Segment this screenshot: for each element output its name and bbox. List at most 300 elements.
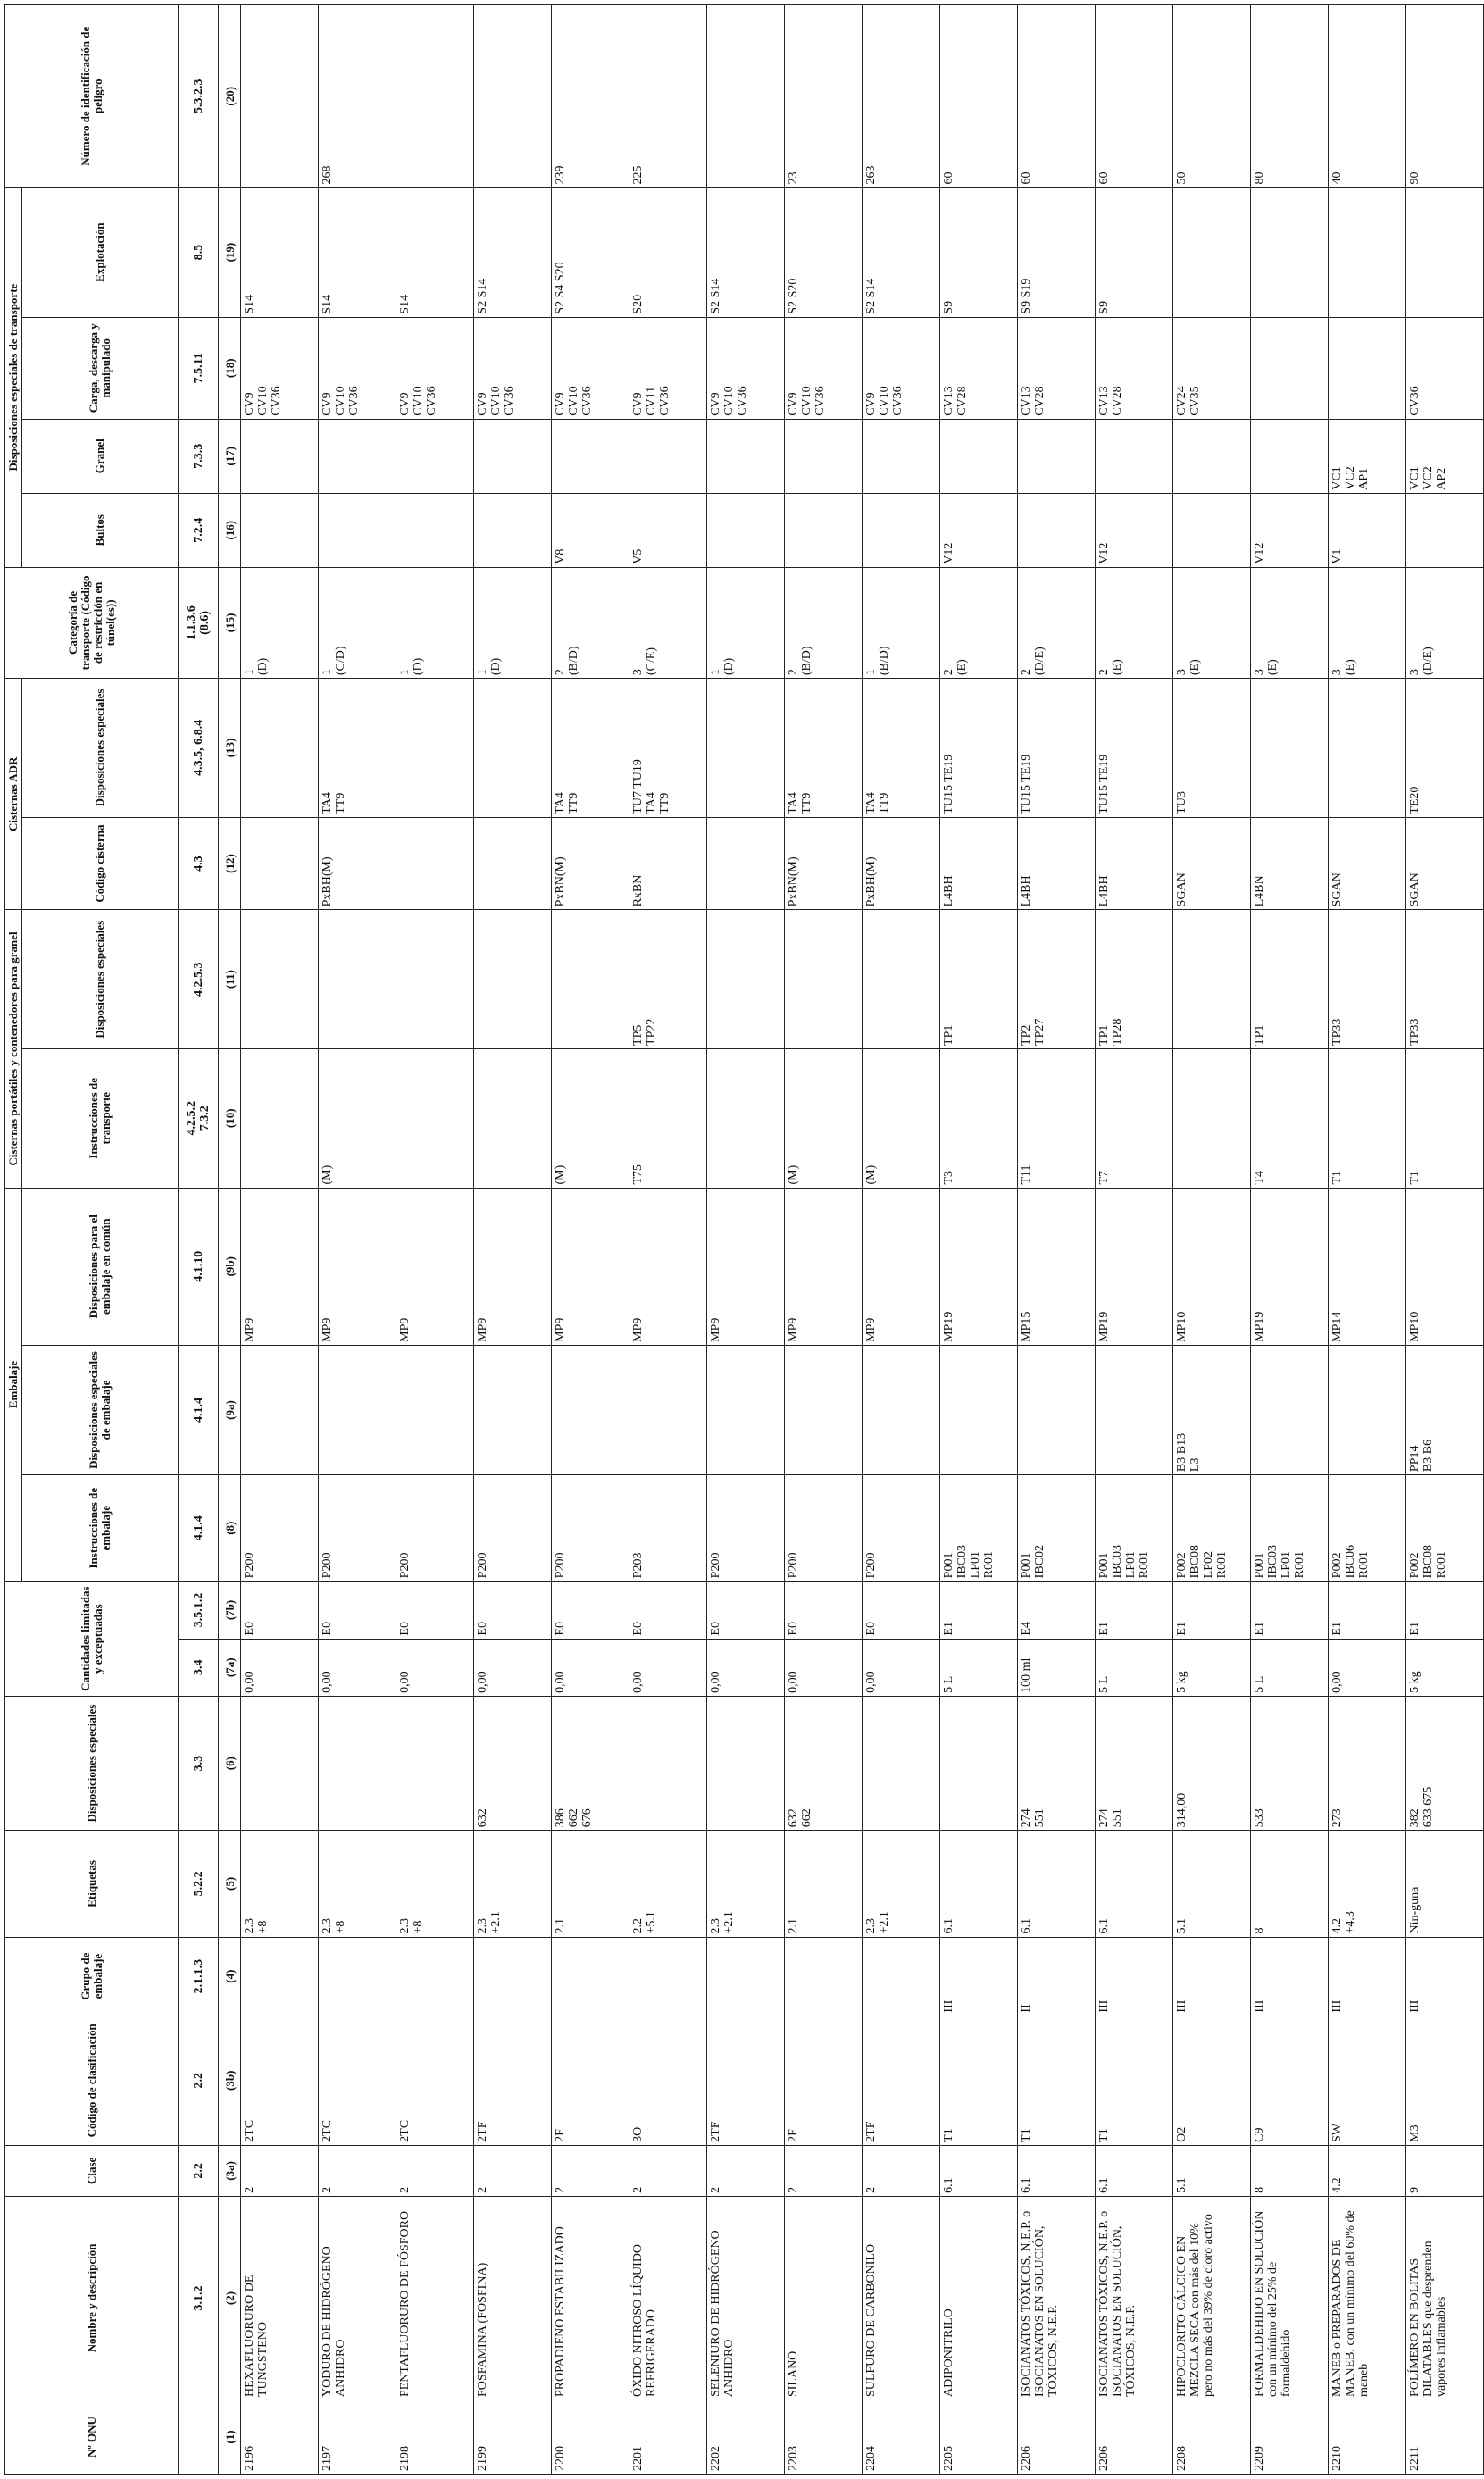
cell-ti: T75 xyxy=(629,1048,707,1188)
cell-s xyxy=(1173,188,1251,317)
cell-tsp: TP1 xyxy=(1251,910,1329,1049)
cell-cls: 6.1 xyxy=(1018,2145,1096,2196)
cell-cat: 1 (D) xyxy=(474,567,552,678)
header-labels: Etiquetas xyxy=(5,1831,179,1937)
cell-lab: 2.3 +8 xyxy=(241,1831,319,1937)
cell-eq: E1 xyxy=(1329,1582,1406,1639)
cell-sp xyxy=(319,1696,396,1830)
cell-un: 2206 xyxy=(1018,2400,1096,2475)
cell-eq: E0 xyxy=(396,1582,474,1639)
cell-hin: 50 xyxy=(1173,5,1251,188)
cell-pg xyxy=(863,1937,940,2016)
cell-b xyxy=(1018,493,1096,567)
cell-cv: CV9 CV10 CV36 xyxy=(707,317,785,419)
cell-lq: 0,00 xyxy=(785,1639,863,1696)
column-number-row-cell: (18) xyxy=(219,317,241,419)
cell-tc xyxy=(474,817,552,910)
cell-b xyxy=(785,493,863,567)
cell-spp: PP14 B3 B6 xyxy=(1406,1345,1484,1474)
cell-cls: 6.1 xyxy=(1096,2145,1173,2196)
cell-b xyxy=(474,493,552,567)
cell-sp xyxy=(707,1696,785,1830)
cell-tsp xyxy=(863,910,940,1049)
cell-b xyxy=(707,493,785,567)
cell-un: 2201 xyxy=(629,2400,707,2475)
reference-row-cell: 4.2.5.3 xyxy=(179,910,219,1049)
cell-tsp: TP33 xyxy=(1406,910,1484,1049)
cell-tsp2: TA4 TT9 xyxy=(863,679,940,818)
reference-row-cell: 5.2.2 xyxy=(179,1831,219,1937)
cell-eq: E1 xyxy=(1096,1582,1173,1639)
cell-g xyxy=(863,419,940,493)
cell-ti: T1 xyxy=(1406,1048,1484,1188)
cell-eq: E0 xyxy=(241,1582,319,1639)
cell-cv: CV9 CV10 CV36 xyxy=(396,317,474,419)
cell-spp xyxy=(241,1345,319,1474)
header-special-transport: Disposiciones especiales de transporte xyxy=(5,188,22,567)
cell-tc xyxy=(707,817,785,910)
cell-tsp2: TU15 TE19 xyxy=(940,679,1018,818)
cell-g xyxy=(1018,419,1096,493)
cell-b xyxy=(396,493,474,567)
column-number-row-cell: (4) xyxy=(219,1937,241,2016)
cell-ti: (M) xyxy=(785,1048,863,1188)
cell-ti: T3 xyxy=(940,1048,1018,1188)
header-limited-quantities: Cantidades limitadas y exceptuadas xyxy=(5,1582,179,1697)
cell-pi: P203 xyxy=(629,1475,707,1582)
cell-lq: 0,00 xyxy=(552,1639,629,1696)
header-portable-tanks: Cisternas portátiles y contenedores para granel xyxy=(5,910,22,1188)
cell-s xyxy=(1406,188,1484,317)
cell-g xyxy=(1096,419,1173,493)
cell-pg xyxy=(785,1937,863,2016)
cell-g xyxy=(396,419,474,493)
cell-hin: 263 xyxy=(863,5,940,188)
table-body xyxy=(179,5,1484,2475)
cell-mix: MP9 xyxy=(396,1188,474,1345)
cell-sp xyxy=(241,1696,319,1830)
column-number-row-cell: (13) xyxy=(219,679,241,818)
table-row xyxy=(785,5,863,2475)
cell-pi: P200 xyxy=(552,1475,629,1582)
cell-tc: RxBN xyxy=(629,817,707,910)
cell-hin: 23 xyxy=(785,5,863,188)
cell-pi: P002 IBC06 R001 xyxy=(1329,1475,1406,1582)
cell-eq: E4 xyxy=(1018,1582,1096,1639)
reference-row-cell: 2.2 xyxy=(179,2016,219,2145)
cell-lab: 2.1 xyxy=(552,1831,629,1937)
cell-eq: E1 xyxy=(1173,1582,1251,1639)
cell-cat: 1 (D) xyxy=(241,567,319,678)
cell-name: POLÍMERO EN BOLITAS DILATABLES que desprenden vapores inflamables xyxy=(1406,2196,1484,2400)
cell-g xyxy=(785,419,863,493)
cell-tc: PxBN(M) xyxy=(552,817,629,910)
column-number-row-cell: (16) xyxy=(219,493,241,567)
cell-cv: CV36 xyxy=(1406,317,1484,419)
cell-cat: 3 (E) xyxy=(1251,567,1329,678)
cell-cv: CV9 CV11 CV36 xyxy=(629,317,707,419)
cell-ti: (M) xyxy=(863,1048,940,1188)
cell-mix: MP9 xyxy=(863,1188,940,1345)
cell-g xyxy=(319,419,396,493)
table-row xyxy=(319,5,396,2475)
cell-sp xyxy=(396,1696,474,1830)
cell-pi: P200 xyxy=(319,1475,396,1582)
header-operation: Explotación xyxy=(22,188,179,317)
header-tank-special: Disposiciones especiales xyxy=(22,910,179,1049)
cell-tc: PxBN(M) xyxy=(785,817,863,910)
cell-sp: 632 xyxy=(474,1696,552,1830)
cell-mix: MP9 xyxy=(319,1188,396,1345)
cell-name: ISOCIANATOS TÓXICOS, N.E.P. o ISOCIANATOS EN SOLUCIÓN, TÓXICOS, N.E.P. xyxy=(1018,2196,1096,2400)
cell-spp xyxy=(474,1345,552,1474)
cell-cat: 2 (E) xyxy=(1096,567,1173,678)
cell-pi: P200 xyxy=(474,1475,552,1582)
cell-cls: 2 xyxy=(785,2145,863,2196)
cell-name: ÓXIDO NITROSO LÍQUIDO REFRIGERADO xyxy=(629,2196,707,2400)
cell-mix: MP10 xyxy=(1406,1188,1484,1345)
reference-row-cell: 4.3.5, 6.8.4 xyxy=(179,679,219,818)
cell-hin: 268 xyxy=(319,5,396,188)
cell-lab: 2.3 +8 xyxy=(319,1831,396,1937)
table-row xyxy=(1096,5,1173,2475)
cell-code: 2F xyxy=(552,2016,629,2145)
cell-tsp2 xyxy=(1329,679,1406,818)
cell-hin: 60 xyxy=(940,5,1018,188)
cell-tc xyxy=(241,817,319,910)
cell-lq: 0,00 xyxy=(863,1639,940,1696)
cell-tsp2 xyxy=(241,679,319,818)
cell-sp xyxy=(940,1696,1018,1830)
cell-spp xyxy=(1018,1345,1096,1474)
header-tank-code: Código cisterna xyxy=(22,817,179,910)
cell-pi: P200 xyxy=(241,1475,319,1582)
cell-lq: 5 L xyxy=(940,1639,1018,1696)
column-number-row-cell: (3a) xyxy=(219,2145,241,2196)
cell-code: T1 xyxy=(940,2016,1018,2145)
cell-tsp xyxy=(552,910,629,1049)
table-row xyxy=(940,5,1018,2475)
column-number-row-cell: (7b) xyxy=(219,1582,241,1639)
cell-sp: 314,00 xyxy=(1173,1696,1251,1830)
header-adr-special: Disposiciones especiales xyxy=(22,679,179,818)
cell-un: 2209 xyxy=(1251,2400,1329,2475)
cell-g xyxy=(940,419,1018,493)
cell-s: S2 S14 xyxy=(863,188,940,317)
cell-s: S20 xyxy=(629,188,707,317)
reference-row-cell: 4.1.4 xyxy=(179,1345,219,1474)
table-row xyxy=(1406,5,1484,2475)
cell-tsp2 xyxy=(474,679,552,818)
cell-ti xyxy=(474,1048,552,1188)
cell-eq: E0 xyxy=(552,1582,629,1639)
reference-row-cell: 2.2 xyxy=(179,2145,219,2196)
cell-mix: MP9 xyxy=(552,1188,629,1345)
header-packing-group: Grupo de embalaje xyxy=(5,1937,179,2016)
cell-mix: MP14 xyxy=(1329,1188,1406,1345)
cell-s: S14 xyxy=(241,188,319,317)
cell-name: PROPADIENO ESTABILIZADO xyxy=(552,2196,629,2400)
cell-lq: 0,00 xyxy=(396,1639,474,1696)
cell-code: C9 xyxy=(1251,2016,1329,2145)
column-number-row-cell: (9a) xyxy=(219,1345,241,1474)
cell-tc: L4BH xyxy=(940,817,1018,910)
reference-row-cell: 5.3.2.3 xyxy=(179,5,219,188)
cell-cat: 1 (B/D) xyxy=(863,567,940,678)
cell-cat: 3 (C/E) xyxy=(629,567,707,678)
cell-pi: P200 xyxy=(785,1475,863,1582)
cell-lab: 2.3 +2.1 xyxy=(863,1831,940,1937)
cell-ti: T4 xyxy=(1251,1048,1329,1188)
cell-cv: CV13 CV28 xyxy=(940,317,1018,419)
table-row xyxy=(474,5,552,2475)
cell-eq: E0 xyxy=(863,1582,940,1639)
cell-s: S9 xyxy=(940,188,1018,317)
header-special-provisions: Disposiciones especiales xyxy=(5,1696,179,1830)
cell-s: S9 xyxy=(1096,188,1173,317)
reference-row-cell: 4.1.10 xyxy=(179,1188,219,1345)
cell-cls: 2 xyxy=(396,2145,474,2196)
cell-hin: 60 xyxy=(1018,5,1096,188)
cell-un: 2198 xyxy=(396,2400,474,2475)
cell-b: V12 xyxy=(1251,493,1329,567)
cell-cls: 2 xyxy=(474,2145,552,2196)
column-number-row-cell: (20) xyxy=(219,5,241,188)
cell-tc: L4BH xyxy=(1018,817,1096,910)
cell-tsp2: TU15 TE19 xyxy=(1096,679,1173,818)
cell-mix: MP9 xyxy=(707,1188,785,1345)
cell-tc: PxBH(M) xyxy=(319,817,396,910)
cell-mix: MP19 xyxy=(1251,1188,1329,1345)
cell-name: FOSFAMINA (FOSFINA) xyxy=(474,2196,552,2400)
cell-un: 2210 xyxy=(1329,2400,1406,2475)
cell-s: S14 xyxy=(396,188,474,317)
cell-cls: 2 xyxy=(707,2145,785,2196)
reference-row-cell: 3.1.2 xyxy=(179,2196,219,2400)
cell-spp xyxy=(552,1345,629,1474)
cell-lab: 6.1 xyxy=(1018,1831,1096,1937)
cell-cat: 2 (B/D) xyxy=(552,567,629,678)
cell-cls: 2 xyxy=(241,2145,319,2196)
reference-row-cell: 7.2.4 xyxy=(179,493,219,567)
cell-sp xyxy=(629,1696,707,1830)
cell-tsp2: TU7 TU19 TA4 TT9 xyxy=(629,679,707,818)
cell-tc xyxy=(396,817,474,910)
cell-sp: 274 551 xyxy=(1096,1696,1173,1830)
cell-tsp xyxy=(785,910,863,1049)
cell-cls: 2 xyxy=(863,2145,940,2196)
cell-spp xyxy=(707,1345,785,1474)
cell-lq: 5 L xyxy=(1096,1639,1173,1696)
cell-mix: MP15 xyxy=(1018,1188,1096,1345)
column-number-row-cell: (7a) xyxy=(219,1639,241,1696)
cell-pg: III xyxy=(1329,1937,1406,2016)
cell-tsp xyxy=(474,910,552,1049)
cell-cv: CV9 CV10 CV36 xyxy=(552,317,629,419)
cell-code: O2 xyxy=(1173,2016,1251,2145)
cell-lq: 5 kg xyxy=(1173,1639,1251,1696)
header-un-no: Nº ONU xyxy=(5,2400,179,2475)
cell-lq: 0,00 xyxy=(629,1639,707,1696)
cell-s xyxy=(1329,188,1406,317)
column-number-row-cell: (10) xyxy=(219,1048,241,1188)
header-classification-code: Código de clasificación xyxy=(5,2016,179,2145)
cell-cat: 2 (D/E) xyxy=(1018,567,1096,678)
reference-row-cell: 4.1.4 xyxy=(179,1475,219,1582)
cell-un: 2208 xyxy=(1173,2400,1251,2475)
cell-tsp xyxy=(241,910,319,1049)
cell-cls: 5.1 xyxy=(1173,2145,1251,2196)
cell-cv: CV9 CV10 CV36 xyxy=(474,317,552,419)
cell-cls: 2 xyxy=(319,2145,396,2196)
cell-code: 2TC xyxy=(396,2016,474,2145)
cell-spp xyxy=(1251,1345,1329,1474)
cell-lab: Nin-guna xyxy=(1406,1831,1484,1937)
table-row xyxy=(629,5,707,2475)
cell-mix: MP10 xyxy=(1173,1188,1251,1345)
cell-spp xyxy=(1096,1345,1173,1474)
table-row xyxy=(863,5,940,2475)
cell-tsp2: TE20 xyxy=(1406,679,1484,818)
reference-row-cell: 7.5.11 xyxy=(179,317,219,419)
cell-pi: P200 xyxy=(396,1475,474,1582)
cell-cls: 6.1 xyxy=(940,2145,1018,2196)
cell-g xyxy=(629,419,707,493)
column-number-row-cell: (8) xyxy=(219,1475,241,1582)
cell-tsp: TP2 TP27 xyxy=(1018,910,1096,1049)
table-row xyxy=(552,5,629,2475)
cell-mix: MP19 xyxy=(940,1188,1018,1345)
column-number-row-cell: (6) xyxy=(219,1696,241,1830)
cell-ti xyxy=(707,1048,785,1188)
cell-hin: 80 xyxy=(1251,5,1329,188)
table-row xyxy=(1251,5,1329,2475)
cell-lab: 2.3 +2.1 xyxy=(474,1831,552,1937)
cell-code: 3O xyxy=(629,2016,707,2145)
cell-g: VC1 VC2 AP2 xyxy=(1406,419,1484,493)
cell-ti: (M) xyxy=(552,1048,629,1188)
header-special-packing: Disposiciones especiales de embalaje xyxy=(22,1345,179,1474)
cell-s: S2 S14 xyxy=(707,188,785,317)
cell-code: M3 xyxy=(1406,2016,1484,2145)
cell-cls: 2 xyxy=(552,2145,629,2196)
cell-pg: III xyxy=(1173,1937,1251,2016)
cell-eq: E1 xyxy=(1406,1582,1484,1639)
cell-name: MANEB o PREPARADOS DE MANEB, con un mínimo del 60% de maneb xyxy=(1329,2196,1406,2400)
reference-row-cell: 8.5 xyxy=(179,188,219,317)
cell-ti: T11 xyxy=(1018,1048,1096,1188)
cell-tc: L4BH xyxy=(1096,817,1173,910)
cell-code: SW xyxy=(1329,2016,1406,2145)
cell-pg: III xyxy=(1251,1937,1329,2016)
cell-lq: 5 L xyxy=(1251,1639,1329,1696)
cell-sp: 632 662 xyxy=(785,1696,863,1830)
cell-eq: E1 xyxy=(1251,1582,1329,1639)
cell-b xyxy=(863,493,940,567)
cell-un: 2206 xyxy=(1096,2400,1173,2475)
table-row xyxy=(241,5,319,2475)
cell-cat: 1 (D) xyxy=(707,567,785,678)
cell-sp: 273 xyxy=(1329,1696,1406,1830)
header-loading: Carga, descarga y manipulado xyxy=(22,317,179,419)
cell-name: HEXAFLUORURO DE TUNGSTENO xyxy=(241,2196,319,2400)
cell-s: S2 S14 xyxy=(474,188,552,317)
cell-tsp xyxy=(707,910,785,1049)
reference-row xyxy=(179,5,219,2475)
cell-name: ADIPONITRILO xyxy=(940,2196,1018,2400)
cell-eq: E0 xyxy=(474,1582,552,1639)
cell-pg xyxy=(707,1937,785,2016)
cell-tc: SGAN xyxy=(1173,817,1251,910)
column-number-row-cell: (17) xyxy=(219,419,241,493)
column-number-row-cell: (3b) xyxy=(219,2016,241,2145)
cell-cat: 3 (E) xyxy=(1173,567,1251,678)
cell-eq: E0 xyxy=(785,1582,863,1639)
header-hazard-id: Número de identificación de peligro xyxy=(5,5,179,188)
header-bulk: Granel xyxy=(22,419,179,493)
cell-s: S2 S20 xyxy=(785,188,863,317)
column-number-row-cell: (9b) xyxy=(219,1188,241,1345)
cell-code: 2F xyxy=(785,2016,863,2145)
cell-hin: 40 xyxy=(1329,5,1406,188)
cell-name: PENTAFLUORURO DE FÓSFORO xyxy=(396,2196,474,2400)
cell-lq: 0,00 xyxy=(319,1639,396,1696)
column-number-row-cell: (1) xyxy=(219,2400,241,2475)
cell-tsp2: TA4 TT9 xyxy=(785,679,863,818)
cell-pg: II xyxy=(1018,1937,1096,2016)
cell-lab: 2.3 +2.1 xyxy=(707,1831,785,1937)
cell-b xyxy=(319,493,396,567)
cell-code: 2TC xyxy=(241,2016,319,2145)
cell-cv xyxy=(1251,317,1329,419)
cell-hin xyxy=(396,5,474,188)
cell-tc: PxBH(M) xyxy=(863,817,940,910)
cell-name: SILANO xyxy=(785,2196,863,2400)
cell-s: S14 xyxy=(319,188,396,317)
cell-tc: SGAN xyxy=(1406,817,1484,910)
column-number-row-cell: (12) xyxy=(219,817,241,910)
cell-b xyxy=(241,493,319,567)
cell-spp xyxy=(863,1345,940,1474)
cell-sp xyxy=(863,1696,940,1830)
table-row xyxy=(1173,5,1251,2475)
column-number-row-cell: (11) xyxy=(219,910,241,1049)
cell-spp xyxy=(1329,1345,1406,1474)
cell-pi: P001 IBC03 LP01 R001 xyxy=(1096,1475,1173,1582)
cell-g: VC1 VC2 AP1 xyxy=(1329,419,1406,493)
cell-b xyxy=(1406,493,1484,567)
cell-name: HIPOCLORITO CÁLCICO EN MEZCLA SECA con más del 10% pero no más del 39% de cloro activo xyxy=(1173,2196,1251,2400)
cell-tsp2: TA4 TT9 xyxy=(319,679,396,818)
reference-row-cell: 3.4 xyxy=(179,1639,219,1696)
reference-row-cell: 3.5.1.2 xyxy=(179,1582,219,1639)
cell-lq: 0,00 xyxy=(474,1639,552,1696)
header-packages: Bultos xyxy=(22,493,179,567)
cell-ti xyxy=(1173,1048,1251,1188)
cell-g xyxy=(552,419,629,493)
cell-pi: P001 IBC03 LP01 R001 xyxy=(1251,1475,1329,1582)
header-packaging: Embalaje xyxy=(5,1188,22,1582)
cell-tsp2 xyxy=(396,679,474,818)
cell-hin: 225 xyxy=(629,5,707,188)
cell-lab: 2.2 +5.1 xyxy=(629,1831,707,1937)
cell-lq: 5 kg xyxy=(1406,1639,1484,1696)
cell-tc: L4BN xyxy=(1251,817,1329,910)
cell-mix: MP9 xyxy=(241,1188,319,1345)
cell-name: FORMALDEHIDO EN SOLUCIÓN con un mínimo del 25% de formaldehido xyxy=(1251,2196,1329,2400)
cell-g xyxy=(1251,419,1329,493)
cell-lab: 4.2 +4.3 xyxy=(1329,1831,1406,1937)
